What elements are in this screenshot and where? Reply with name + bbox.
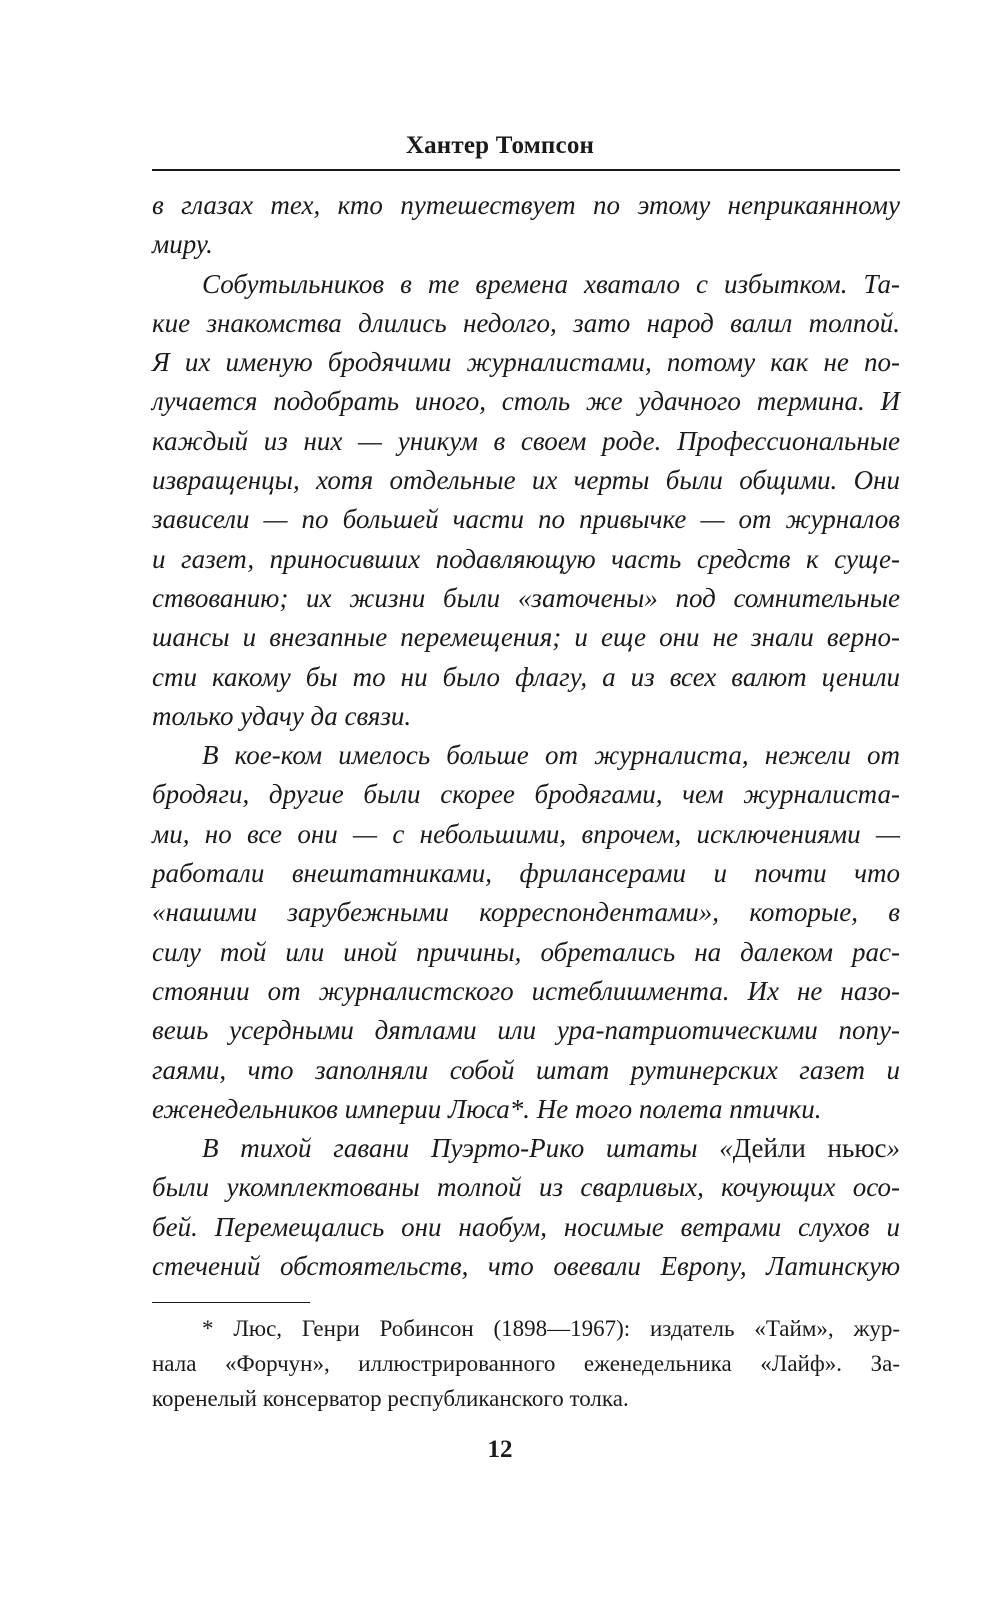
text-line: были укомплектованы толпой из сварливых, кочующих осо- [152,1172,900,1203]
text-line: сти какому бы то ни было флагу, а из всех валют ценили [152,661,900,692]
text-line: Я их именую бродячими журналистами, потому как не по- [152,347,900,378]
newspaper-title: Дейли ньюс [732,1133,887,1164]
text-line: ствованию; их жизни были «заточены» под сомнительные [152,582,900,613]
text-fragment: » [886,1133,900,1164]
text-line: бей. Перемещались они наобум, носимые ветрами слухов и [152,1211,900,1242]
text-line: миру. [152,229,213,260]
footnote-line: коренелый консерватор республиканского толка. [152,1386,629,1411]
footnote-rule [152,1302,310,1303]
text-line: каждый из них — уникум в своем роде. Профессиональные [152,425,900,456]
page-number: 12 [487,1436,513,1463]
text-line: кие знакомства длились недолго, зато народ валил толпой. [152,307,900,338]
text-line: стечений обстоятельств, что овевали Европу, Латинскую [152,1251,900,1282]
text-line: лучается подобрать иного, столь же удачного термина. И [152,386,900,417]
text-line: вешь усердными дятлами или ура-патриотическими попу- [152,1015,900,1046]
text-line-mixed [152,1129,900,1168]
text-line: только удачу да связи. [152,700,412,731]
footnote-line: нала «Форчун», иллюстрированного еженедельника «Лайф». За- [152,1351,900,1376]
text-line: работали внештатниками, фрилансерами и почти что [152,858,900,889]
text-line: стоянии от журналистского истеблишмента. Их не назо- [152,975,900,1006]
text-line: в глазах тех, кто путешествует по этому неприкаянному [152,190,900,220]
text-line: шансы и внезапные перемещения; и еще они не знали верно- [152,622,900,653]
text-line: еженедельников империи Люса*. Не того полета птички. [152,1093,822,1124]
text-line: Собутыльников в те времена хватало с избытком. Та- [202,268,900,299]
text-line: В кое-ком имелось больше от журналиста, нежели от [202,740,900,771]
text-fragment: В тихой гавани Пуэрто-Рико штаты « [202,1133,733,1164]
text-line: и газет, приносивших подавляющую часть средств к суще- [152,543,900,574]
text-line: извращенцы, хотя отдельные их черты были общими. Они [152,465,900,496]
text-line: «нашими зарубежными корреспондентами», которые, в [152,897,900,928]
text-line: ми, но все они — с небольшими, впрочем, исключениями — [152,818,900,849]
text-line: бродяги, другие были скорее бродягами, чем журналиста- [152,779,900,810]
text-line: силу той или иной причины, обретались на далеком рас- [152,936,900,967]
header-rule [152,169,900,171]
running-title: Хантер Томпсон [405,132,595,159]
text-line: гаями, что заполняли собой штат рутинерских газет и [152,1054,900,1085]
footnote-line: * Люс, Генри Робинсон (1898—1967): издатель «Тайм», жур- [202,1316,900,1341]
footnote [152,1311,900,1416]
text-line: зависели — по большей части по привычке — от журналов [152,504,900,535]
body-text [152,186,900,1286]
